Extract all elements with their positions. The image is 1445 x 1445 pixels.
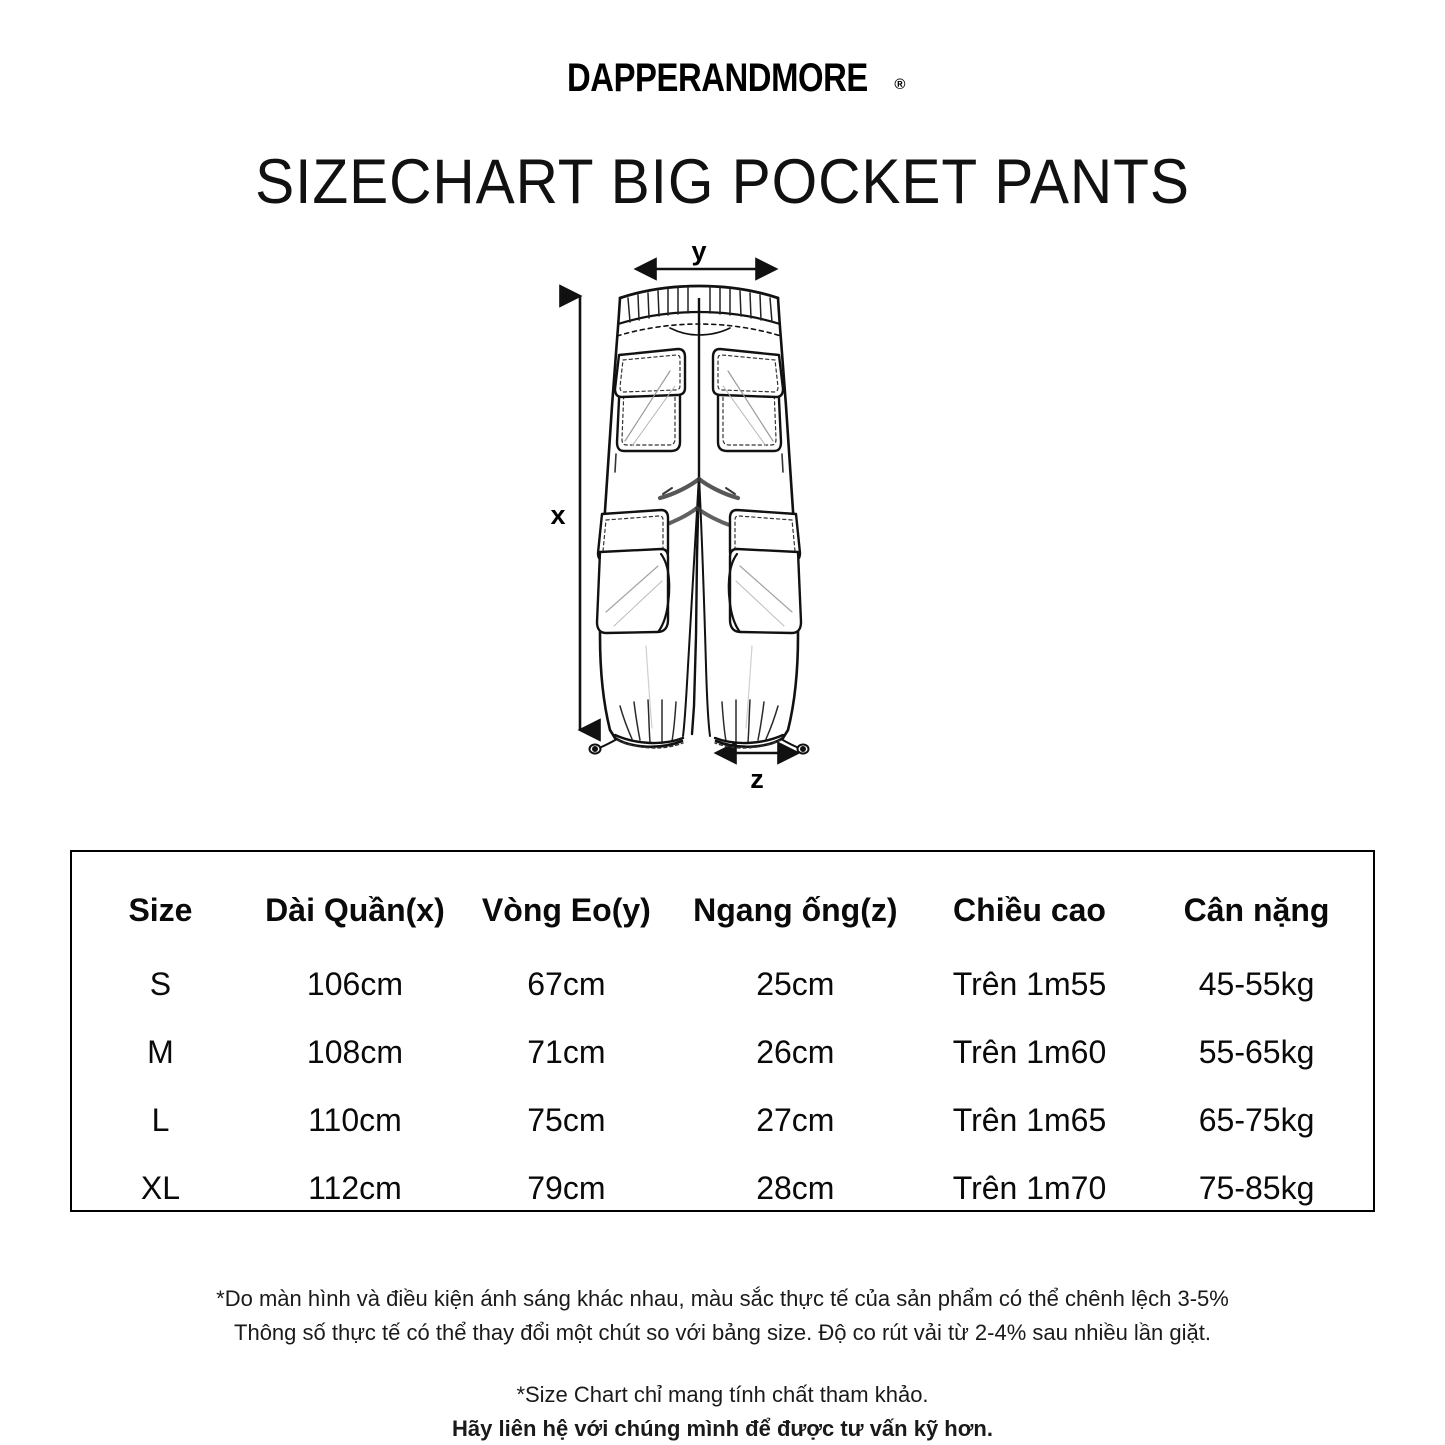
dimension-label-y: y bbox=[691, 236, 707, 266]
cell-length: 110cm bbox=[308, 1101, 402, 1138]
cell-height: Trên 1m65 bbox=[952, 1101, 1107, 1138]
dimension-label-x: x bbox=[550, 500, 566, 530]
cell-cuff: 26cm bbox=[756, 1033, 835, 1070]
table-row bbox=[72, 1086, 1373, 1154]
cell-weight: 55-65kg bbox=[1198, 1033, 1315, 1070]
page-title: SIZECHART BIG POCKET PANTS bbox=[255, 147, 1190, 217]
cell-height: Trên 1m60 bbox=[952, 1033, 1107, 1070]
size-chart-table-container bbox=[70, 850, 1375, 1212]
cell-weight: 45-55kg bbox=[1198, 965, 1315, 1002]
cord-toggle-right bbox=[781, 739, 809, 754]
pants-diagram bbox=[520, 236, 940, 806]
footnote-color-disclaimer: *Do màn hình và điều kiện ánh sáng khác nhau, màu sắc thực tế của sản phẩm có thể chênh lệch 3-5% bbox=[216, 1286, 1229, 1311]
column-header-cuff: Ngang ống(z) bbox=[693, 891, 898, 928]
column-header-weight: Cân nặng bbox=[1183, 891, 1330, 928]
column-header-height: Chiều cao bbox=[953, 891, 1106, 928]
cord-toggle-left bbox=[590, 739, 618, 754]
column-header-size: Size bbox=[128, 891, 193, 928]
cell-weight: 75-85kg bbox=[1198, 1169, 1315, 1206]
cell-waist: 75cm bbox=[527, 1101, 606, 1138]
cell-weight: 65-75kg bbox=[1198, 1101, 1315, 1138]
cell-length: 112cm bbox=[308, 1169, 402, 1206]
cell-cuff: 25cm bbox=[756, 965, 835, 1002]
cell-size: L bbox=[151, 1101, 170, 1138]
pants-illustration bbox=[590, 286, 809, 754]
cell-waist: 71cm bbox=[527, 1033, 606, 1070]
table-header-row bbox=[72, 852, 1373, 950]
cell-size: M bbox=[147, 1033, 174, 1070]
footnote-reference-disclaimer: *Size Chart chỉ mang tính chất tham khảo. bbox=[516, 1382, 929, 1407]
dimension-arrow-width bbox=[636, 236, 776, 269]
dimension-arrow-length bbox=[550, 296, 580, 730]
brand-logo bbox=[0, 56, 1445, 101]
cell-waist: 67cm bbox=[527, 965, 606, 1002]
cell-height: Trên 1m70 bbox=[952, 1169, 1107, 1206]
footnote-contact-cta: Hãy liên hệ với chúng mình để được tư vấn kỹ hơn. bbox=[452, 1416, 993, 1441]
cell-size: XL bbox=[140, 1169, 181, 1206]
cell-waist: 79cm bbox=[527, 1169, 606, 1206]
footnotes bbox=[0, 1282, 1445, 1445]
table-row bbox=[72, 1018, 1373, 1086]
footnote-measurement-disclaimer: Thông số thực tế có thể thay đổi một chút so với bảng size. Độ co rút vải từ 2-4% sau nhiều lần giặt. bbox=[234, 1320, 1211, 1345]
registered-trademark-icon: ® bbox=[894, 76, 906, 93]
size-chart-table bbox=[72, 852, 1373, 1222]
table-row bbox=[72, 1154, 1373, 1222]
dimension-arrow-cuff bbox=[716, 753, 798, 794]
dimension-label-z: z bbox=[750, 764, 764, 794]
cell-length: 108cm bbox=[306, 1033, 403, 1070]
cell-cuff: 28cm bbox=[756, 1169, 835, 1206]
cell-cuff: 27cm bbox=[756, 1101, 835, 1138]
column-header-waist: Vòng Eo(y) bbox=[481, 891, 651, 928]
brand-wordmark: DAPPERANDMORE bbox=[566, 56, 868, 100]
cell-height: Trên 1m55 bbox=[952, 965, 1107, 1002]
column-header-length: Dài Quần(x) bbox=[265, 891, 445, 928]
table-row bbox=[72, 950, 1373, 1018]
cell-length: 106cm bbox=[306, 965, 403, 1002]
cell-size: S bbox=[149, 965, 172, 1002]
